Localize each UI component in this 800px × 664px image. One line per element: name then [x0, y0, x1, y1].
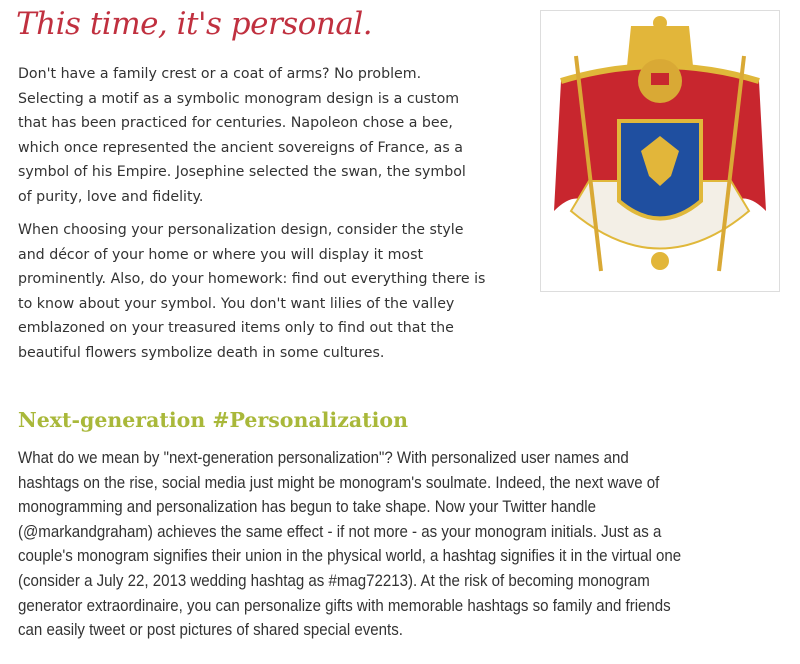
text-line: can easily tweet or post pictures of shared special events. — [18, 621, 403, 640]
paragraph-intro — [18, 62, 466, 210]
text-line: symbol of his Empire. Josephine selected the swan, the symbol — [18, 164, 466, 181]
text-line: Don't have a family crest or a coat of arms? No problem. — [18, 66, 422, 82]
text-line: which once represented the ancient sovereigns of France, as a — [18, 139, 463, 156]
text-line: generator extraordinaire, you can personalize gifts with memorable hashtags so family and friends — [18, 596, 671, 615]
coat-of-arms-image — [540, 10, 780, 292]
text-line: When choosing your personalization design, consider the style — [18, 222, 464, 238]
section-heading: Next-generation #Personalization — [18, 408, 408, 432]
text-line: couple's monogram signifies their union in the physical world, a hashtag signifies it in the virtual one — [18, 547, 682, 566]
text-line: and décor of your home or where you will display it most — [18, 246, 424, 263]
text-line: What do we mean by "next-generation personalization"? With personalized user names and — [18, 449, 629, 467]
text-line: prominently. Also, do your homework: find out everything there is — [18, 271, 486, 288]
text-line: Selecting a motif as a symbolic monogram design is a custom — [18, 90, 460, 107]
text-line: emblazoned on your treasured items only to find out that the — [18, 320, 454, 337]
text-line: hashtags on the rise, social media just might be monogram's soulmate. Indeed, the next wave of — [18, 473, 660, 492]
text-line: beautiful flowers symbolize death in some cultures. — [18, 344, 385, 361]
paragraph-design-advice — [18, 218, 485, 366]
text-line: that has been practiced for centuries. Napoleon chose a bee, — [18, 115, 453, 132]
section-title: This time, it's personal. — [16, 6, 373, 42]
paragraph-personalization — [18, 446, 681, 643]
text-line: (@markandgraham) achieves the same effect - if not more - as your monogram initials. Just as a — [18, 522, 662, 541]
coat-of-arms-icon — [541, 11, 779, 291]
text-line: of purity, love and fidelity. — [18, 188, 204, 205]
text-line: (consider a July 22, 2013 wedding hashtag as #mag72213). At the risk of becoming monogram — [18, 571, 650, 590]
text-line: monogramming and personalization has begun to take shape. Now your Twitter handle — [18, 498, 596, 517]
text-line: to know about your symbol. You don't want lilies of the valley — [18, 295, 455, 312]
